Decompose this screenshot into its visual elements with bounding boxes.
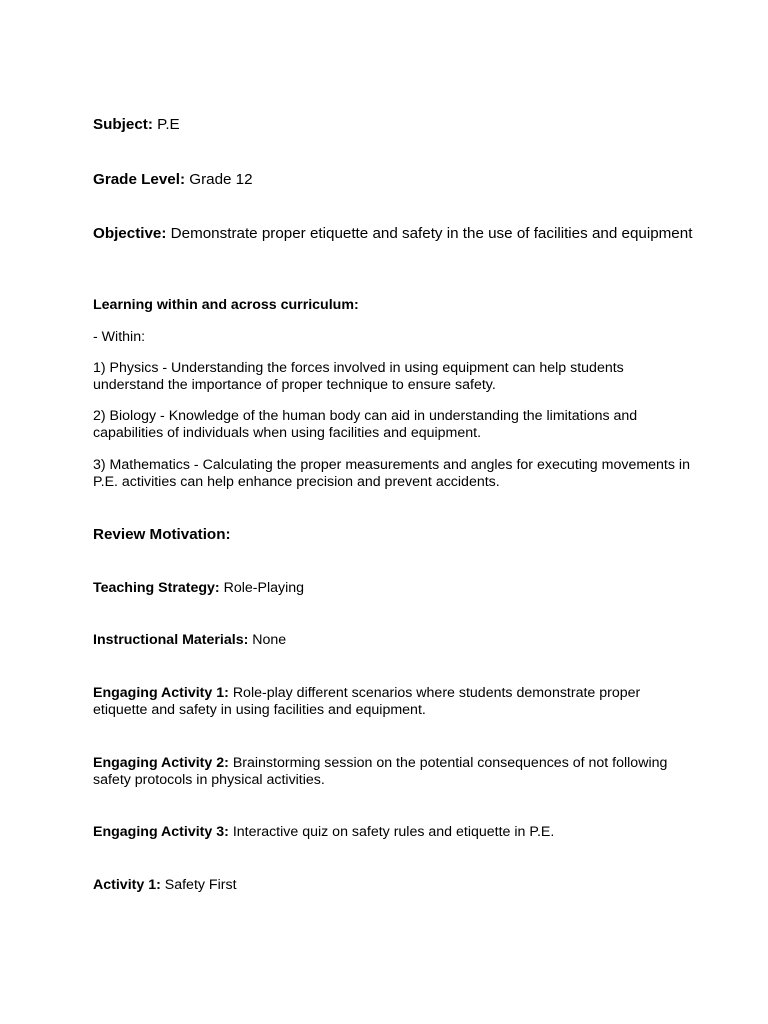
- activity-1-line: [93, 877, 693, 894]
- subject-value: P.E: [157, 116, 180, 133]
- instructional-materials-value: None: [252, 632, 287, 648]
- engaging-activity-2: [93, 755, 693, 789]
- activity-1-label: Activity 1:: [93, 877, 161, 893]
- engaging-activity-2-value: Brainstorming session on the potential consequences of not following safety protocols in physical activities.: [93, 755, 668, 788]
- grade-level-line: [93, 171, 693, 189]
- subject-line: [93, 116, 693, 134]
- engaging-activity-3-label: Engaging Activity 3:: [93, 824, 229, 840]
- teaching-strategy-line: [93, 580, 693, 597]
- learning-item-mathematics: 3) Mathematics - Calculating the proper measurements and angles for executing movements in P.E. activities can help enhance precision and prevent accidents.: [93, 457, 690, 490]
- grade-level-label: Grade Level:: [93, 171, 186, 188]
- engaging-activity-3-value: Interactive quiz on safety rules and etiquette in P.E.: [232, 824, 555, 840]
- instructional-materials-line: [93, 632, 693, 649]
- objective-line: [93, 225, 693, 243]
- teaching-strategy-value: Role-Playing: [223, 580, 305, 596]
- activity-1-value: Safety First: [164, 877, 237, 893]
- engaging-activity-2-label: Engaging Activity 2:: [93, 755, 229, 771]
- engaging-activity-1-label: Engaging Activity 1:: [93, 685, 229, 701]
- learning-heading: Learning within and across curriculum:: [93, 297, 359, 313]
- engaging-activity-1: [93, 685, 693, 719]
- within-label: - Within:: [93, 329, 146, 345]
- instructional-materials-label: Instructional Materials:: [93, 632, 249, 648]
- review-motivation-heading: Review Motivation:: [93, 526, 231, 543]
- engaging-activity-1-value: Role-play different scenarios where students demonstrate proper etiquette and safety in using facilities and equipment.: [93, 685, 641, 718]
- objective-value: Demonstrate proper etiquette and safety in the use of facilities and equipment: [170, 225, 693, 242]
- objective-label: Objective:: [93, 225, 167, 242]
- learning-item-physics: 1) Physics - Understanding the forces involved in using equipment can help students understand the importance of proper technique to ensure safety.: [93, 360, 624, 393]
- engaging-activity-3: [93, 824, 693, 841]
- grade-level-value: Grade 12: [189, 171, 253, 188]
- subject-label: Subject:: [93, 116, 153, 133]
- teaching-strategy-label: Teaching Strategy:: [93, 580, 220, 596]
- learning-item-biology: 2) Biology - Knowledge of the human body can aid in understanding the limitations and capabilities of individuals when using facilities and equipment.: [93, 408, 638, 441]
